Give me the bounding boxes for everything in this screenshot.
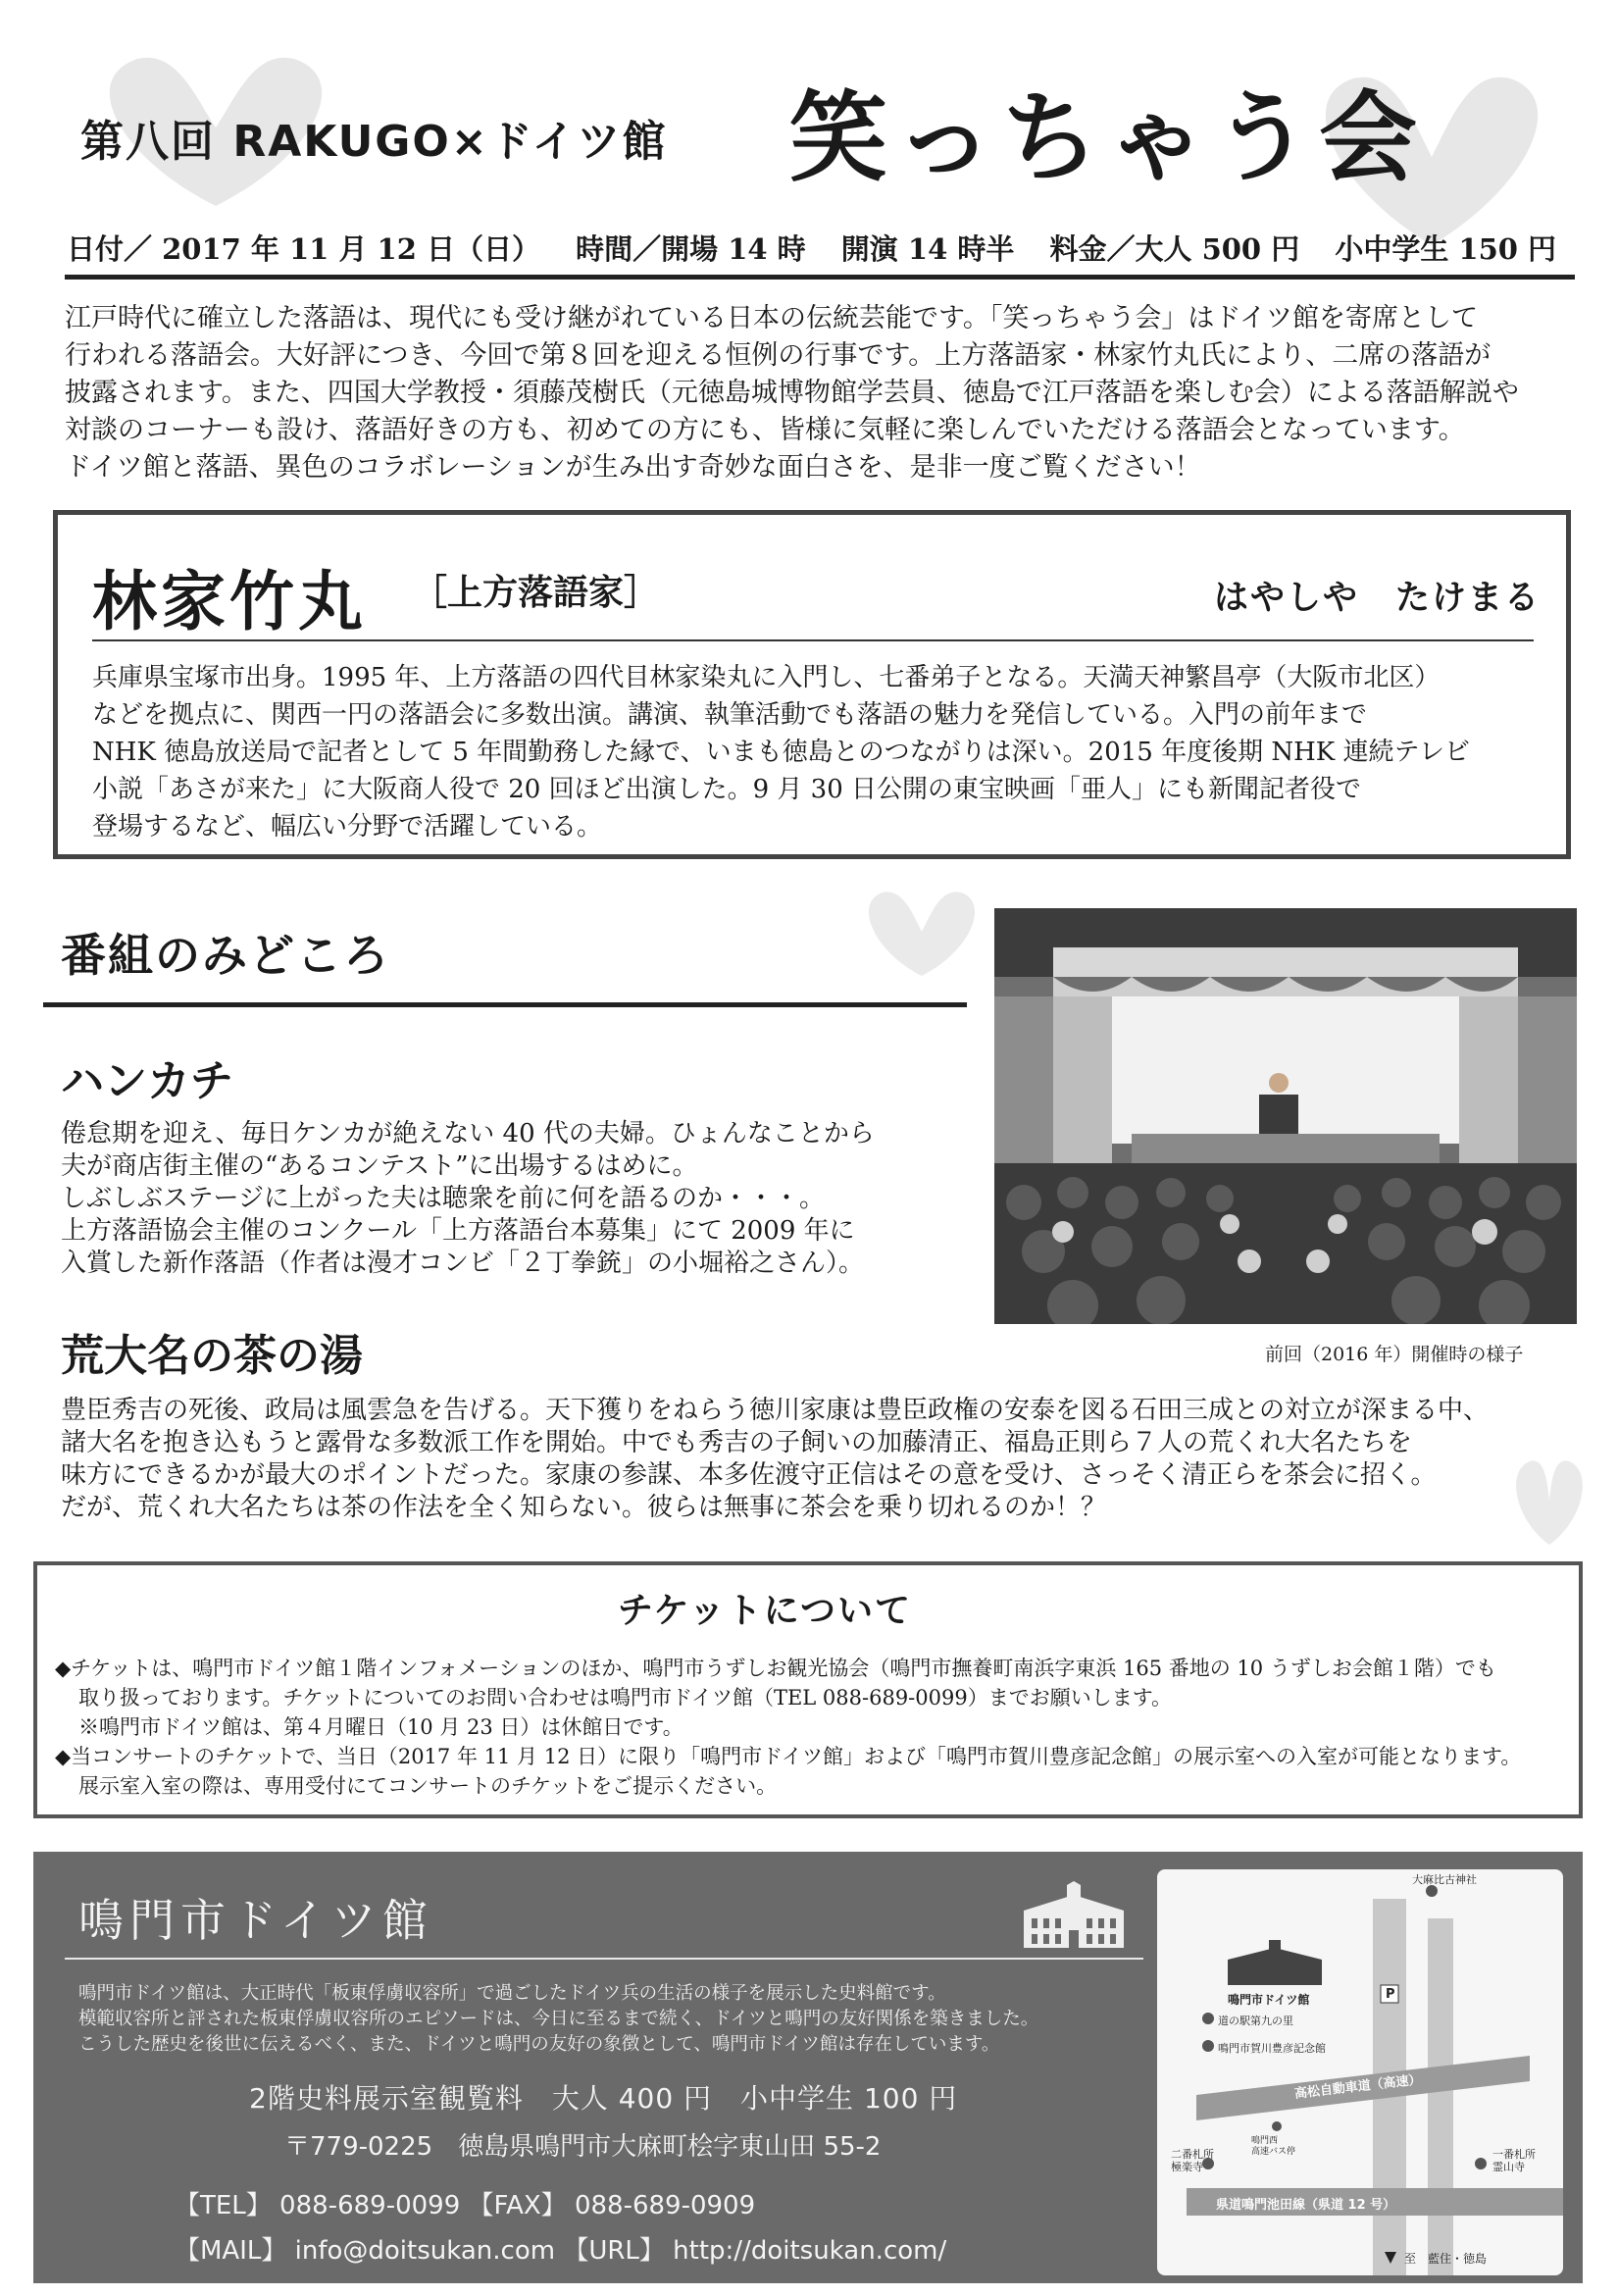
map-temple2-label: 二番札所 極楽寺 [1171, 2148, 1214, 2173]
performer-kana: はやしや たけまる [1214, 579, 1542, 618]
bio-line: 登場するなど、幅広い分野で活躍している。 [92, 812, 603, 842]
access-map [1157, 1869, 1563, 2275]
bio-line: 小説「あさが来た」に大阪商人役で 20 回ほど出演した。9 月 30 日公開の東宝映画「亜人」にも新聞記者役で [92, 775, 1362, 804]
map-museum-icon [1226, 1940, 1324, 1987]
map-road-label: 県道鳴門池田線（県道 12 号） [1216, 2198, 1396, 2213]
event-start: 開演 14 時半 [840, 232, 1015, 266]
map-temple1-label: 一番札所 霊山寺 [1492, 2148, 1536, 2173]
story1-line: 夫が商店街主催の“あるコンテスト”に出場するはめに。 [61, 1151, 698, 1181]
museum-description [78, 1981, 1157, 2058]
ticket-text [55, 1654, 1570, 1801]
ticket-line: 展示室入室の際は、専用受付にてコンサートのチケットをご提示ください。 [78, 1774, 778, 1798]
ticket-line: ※鳴門市ドイツ館は、第４月曜日（10 月 23 日）は休館日です。 [78, 1715, 683, 1739]
performer-role: ［上方落語家］ [412, 573, 660, 613]
story1-line: 上方落語協会主催のコンクール「上方落語台本募集」にて 2009 年に [61, 1216, 855, 1246]
museum-admission-fee: 2階史料展示室観覧料 大人 400 円 小中学生 100 円 [249, 2082, 958, 2115]
map-highway-label: 高松自動車道（高速） [1293, 2072, 1423, 2102]
performer-name: 林家竹丸 [92, 564, 367, 639]
intro-line: 江戸時代に確立した落語は、現代にも受け継がれている日本の伝統芸能です。「笑っちゃう会」はドイツ館を寄席として [65, 303, 1478, 333]
desc-line: 模範収容所と評された板東俘虜収容所のエピソードは、今日に至るまで続く、ドイツと鳴門の友好関係を築きました。 [78, 2009, 1039, 2029]
map-direction-label: 至 藍住・徳島 [1404, 2252, 1488, 2266]
story1-line: 倦怠期を迎え、毎日ケンカが絶えない 40 代の夫婦。ひょんなことから [61, 1119, 875, 1148]
photo-caption: 前回（2016 年）開催時の様子 [1265, 1344, 1524, 1365]
footer-divider [65, 1958, 1143, 1960]
performer-bio [92, 659, 1543, 845]
museum-tel-fax: 【TEL】 088-689-0099 【FAX】 088-689-0909 [175, 2191, 756, 2220]
ticket-line: ◆当コンサートのチケットで、当日（2017 年 11 月 12 日）に限り「鳴門市ドイツ館」および「鳴門市賀川豊彦記念館」の展示室への入室が可能となります。 [55, 1745, 1522, 1768]
highlights-heading: 番組のみどころ [61, 929, 390, 982]
event-time: 時間／開場 14 時 [576, 232, 806, 266]
story1-line: 入賞した新作落語（作者は漫才コンビ「２丁拳銃」の小堀裕之さん）。 [61, 1249, 865, 1278]
museum-name: 鳴門市ドイツ館 [78, 1894, 433, 1947]
museum-mail-url: 【MAIL】 info@doitsukan.com 【URL】 http://doitsukan.com/ [175, 2236, 947, 2266]
highlights-divider [43, 1002, 967, 1007]
intro-line: ドイツ館と落語、異色のコラボレーションが生み出す奇妙な面白さを、是非一度ご覧ください！ [65, 452, 1201, 483]
bio-line: 兵庫県宝塚市出身。1995 年、上方落語の四代目林家染丸に入門し、七番弟子となる。天満天神繁昌亭（大阪市北区） [92, 663, 1441, 692]
map-busstop-label: 鳴門西 高速バス停 [1251, 2136, 1296, 2157]
intro-line: 対談のコーナーも設け、落語好きの方も、初めての方にも、皆様に気軽に楽しんでいただける落語会となっています。 [65, 415, 1465, 445]
desc-line: こうした歴史を後世に伝えるべく、また、ドイツと鳴門の友好の象徴として、鳴門市ドイツ館は存在しています。 [78, 2034, 1000, 2055]
previous-event-photo [994, 908, 1577, 1324]
ticket-title: チケットについて [618, 1591, 913, 1631]
story2-text [61, 1395, 1576, 1524]
story1-line: しぶしぶステージに上がった夫は聴衆を前に何を語るのか・・・。 [61, 1184, 825, 1213]
museum-address: 〒779-0225 徳島県鳴門市大麻町桧字東山田 55-2 [284, 2132, 882, 2162]
map-michinoeki-label: 道の駅第九の里 [1218, 2015, 1293, 2027]
story1-title: ハンカチ [61, 1056, 233, 1106]
fee-adult: 料金／大人 500 円 [1049, 232, 1300, 266]
bio-line: NHK 徳島放送局で記者として 5 年間勤務した縁で、いまも徳島とのつながりは深い。2015 年度後期 NHK 連続テレビ [92, 738, 1470, 767]
ticket-line: ◆チケットは、鳴門市ドイツ館１階インフォメーションのほか、鳴門市うずしお観光協会（鳴門市撫養町南浜字東浜 165 番地の 10 うずしお会館１階）でも [55, 1657, 1496, 1680]
story2-line: 豊臣秀吉の死後、政局は風雲急を告げる。天下獲りをねらう徳川家康は豊臣政権の安泰を図る石田三成との対立が深まる中、 [61, 1396, 1490, 1425]
museum-building-icon [1020, 1881, 1128, 1952]
bio-line: などを拠点に、関西一円の落語会に多数出演。講演、執筆活動でも落語の魅力を発信している。入門の前年まで [92, 700, 1368, 730]
map-roads [1157, 1869, 1563, 2275]
story2-line: 諸大名を抱き込もうと露骨な多数派工作を開始。中でも秀吉の子飼いの加藤清正、福島正則ら７人の荒くれ大名たちを [61, 1428, 1413, 1457]
story2-line: だが、荒くれ大名たちは茶の作法を全く知らない。彼らは無事に茶会を乗り切れるのか！？ [61, 1493, 1107, 1522]
story2-title: 荒大名の茶の湯 [61, 1331, 363, 1381]
story2-line: 味方にできるかが最大のポイントだった。家康の参謀、本多佐渡守正信はその意を受け、さっそく清正らを茶会に招く。 [61, 1460, 1437, 1490]
intro-line: 披露されます。また、四国大学教授・須藤茂樹氏（元徳島城博物館学芸員、徳島で江戸落語を楽しむ会）による落語解説や [65, 378, 1519, 408]
desc-line: 鳴門市ドイツ館は、大正時代「板東俘虜収容所」で過ごしたドイツ兵の生活の様子を展示した史料館です。 [78, 1983, 946, 2004]
story1-text [61, 1118, 943, 1280]
ticket-line: 取り扱っております。チケットについてのお問い合わせは鳴門市ドイツ館（TEL 088-689-0099）までお願いします。 [78, 1686, 1173, 1709]
intro-paragraph [65, 300, 1580, 486]
auditorium-photo-image [994, 908, 1577, 1324]
header-divider [65, 275, 1575, 280]
event-subtitle: 第八回 RAKUGO×ドイツ館 [80, 117, 668, 167]
fee-child: 小中学生 150 円 [1335, 232, 1557, 266]
ginkgo-leaf-decoration [843, 883, 1000, 981]
map-museum-label: 鳴門市ドイツ館 [1228, 1993, 1310, 2007]
map-parking-label: P [1386, 1987, 1395, 2002]
intro-line: 行われる落語会。大好評につき、今回で第８回を迎える恒例の行事です。上方落語家・林家竹丸氏により、二席の落語が [65, 340, 1492, 371]
event-info-line [67, 228, 1582, 268]
event-title: 笑っちゃう会 [789, 80, 1425, 195]
map-shrine-label: 大麻比古神社 [1412, 1873, 1477, 1886]
map-kagawa-label: 鳴門市賀川豊彦記念館 [1218, 2042, 1326, 2055]
performer-divider [92, 639, 1534, 641]
event-date: 日付／ 2017 年 11 月 12 日（日） [67, 232, 541, 266]
